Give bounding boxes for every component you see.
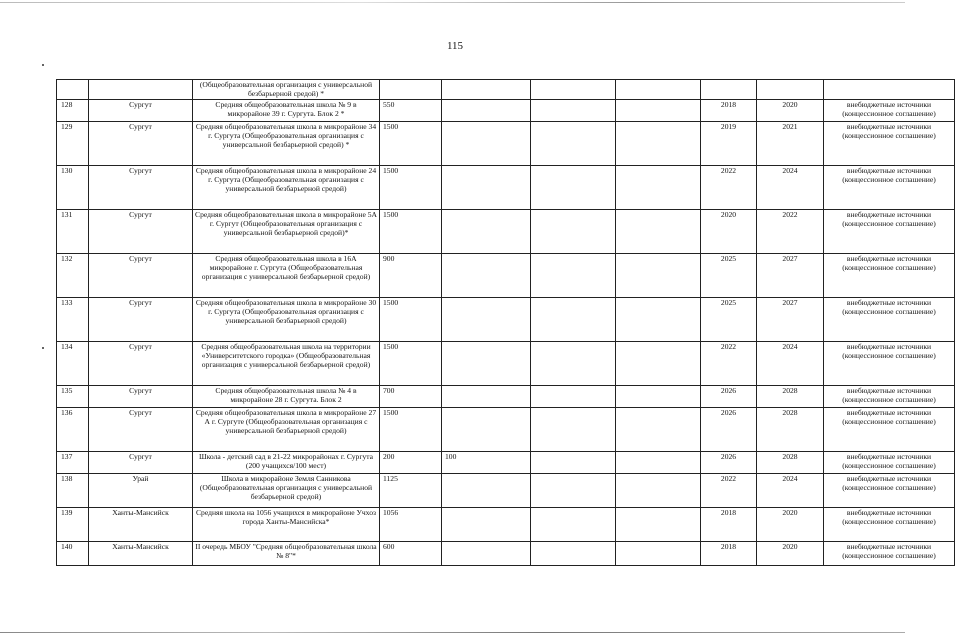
row-number: 129: [57, 122, 89, 166]
capacity-value: 1500: [380, 122, 442, 166]
funding-source: внебюджетные источники (концессионное соглашение): [824, 122, 955, 166]
school-name: Средняя общеобразовательная школа в 16А микрорайоне г. Сургута (Общеобразовательная организация с универсальной безбарьерной средой): [193, 254, 380, 298]
capacity-value: 900: [380, 254, 442, 298]
extra-capacity-value: [442, 122, 531, 166]
empty-cell: [531, 542, 616, 566]
empty-cell: [531, 342, 616, 386]
empty-cell: [531, 452, 616, 474]
row-number: 138: [57, 474, 89, 508]
page-number: 115: [446, 40, 464, 52]
end-year: 2024: [757, 166, 824, 210]
city-name: Ханты-Мансийск: [89, 508, 193, 542]
start-year: 2025: [701, 298, 757, 342]
extra-capacity-value: [442, 342, 531, 386]
capacity-value: 550: [380, 100, 442, 122]
school-name: Средняя общеобразовательная школа № 4 в микрорайоне 28 г. Сургута. Блок 2: [193, 386, 380, 408]
city-name: Сургут: [89, 298, 193, 342]
row-number: 128: [57, 100, 89, 122]
scan-edge-bottom: [0, 632, 905, 633]
empty-cell: [616, 542, 701, 566]
table-row: [57, 542, 955, 566]
city-name: Сургут: [89, 342, 193, 386]
row-number: 136: [57, 408, 89, 452]
scan-speck: [42, 347, 44, 349]
end-year: 2027: [757, 298, 824, 342]
scan-edge-top: [0, 2, 905, 3]
extra-capacity-value: 100: [442, 452, 531, 474]
start-year: 2019: [701, 122, 757, 166]
empty-cell: [616, 408, 701, 452]
empty-cell: [531, 408, 616, 452]
school-name: Средняя общеобразовательная школа в микрорайоне 27 А г. Сургуте (Общеобразовательная организация с универсальной безбарьерной средой): [193, 408, 380, 452]
funding-source: внебюджетные источники (концессионное соглашение): [824, 298, 955, 342]
funding-source: внебюджетные источники (концессионное соглашение): [824, 474, 955, 508]
extra-capacity-value: [442, 100, 531, 122]
school-name: II очередь МБОУ "Средняя общеобразовательная школа № 8"*: [193, 542, 380, 566]
start-year: 2018: [701, 542, 757, 566]
extra-capacity-value: [442, 298, 531, 342]
funding-source: внебюджетные источники (концессионное соглашение): [824, 342, 955, 386]
end-year: 2028: [757, 408, 824, 452]
empty-cell: [531, 298, 616, 342]
row-number: 131: [57, 210, 89, 254]
end-year: 2024: [757, 342, 824, 386]
end-year: 2024: [757, 474, 824, 508]
school-name: Средняя школа на 1056 учащихся в микрорайоне Учхоз города Ханты-Мансийска*: [193, 508, 380, 542]
start-year: 2022: [701, 166, 757, 210]
school-name: Средняя общеобразовательная школа на территории «Университетского городка» (Общеобразовательная организация с универсальной безбарьерной средой): [193, 342, 380, 386]
capacity-value: 600: [380, 542, 442, 566]
empty-cell: [616, 122, 701, 166]
city-name: Урай: [89, 474, 193, 508]
extra-capacity-value: [442, 166, 531, 210]
empty-cell: [616, 210, 701, 254]
city-name: Сургут: [89, 100, 193, 122]
empty-cell: [616, 100, 701, 122]
row-number: 135: [57, 386, 89, 408]
empty-cell: [531, 210, 616, 254]
empty-cell: [616, 298, 701, 342]
capacity-value: 1500: [380, 408, 442, 452]
table-row: [57, 210, 955, 254]
row-number: 139: [57, 508, 89, 542]
capacity-value: 1125: [380, 474, 442, 508]
empty-cell: [531, 508, 616, 542]
city-name: Сургут: [89, 408, 193, 452]
capacity-value: 1500: [380, 342, 442, 386]
end-year: 2028: [757, 386, 824, 408]
empty-cell: [616, 342, 701, 386]
start-year: 2022: [701, 342, 757, 386]
row-number: 134: [57, 342, 89, 386]
start-year: 2018: [701, 100, 757, 122]
funding-source: внебюджетные источники (концессионное соглашение): [824, 508, 955, 542]
start-year: 2020: [701, 210, 757, 254]
capacity-value: 200: [380, 452, 442, 474]
empty-cell: [531, 100, 616, 122]
school-name: Средняя общеобразовательная школа в микрорайоне 5А г. Сургут (Общеобразовательная организация с универсальной безбарьерной средой)*: [193, 210, 380, 254]
table-row: [57, 452, 955, 474]
empty-cell: [616, 452, 701, 474]
empty-cell: [616, 166, 701, 210]
table-row: [57, 508, 955, 542]
end-year: 2021: [757, 122, 824, 166]
end-year: 2020: [757, 542, 824, 566]
funding-source: внебюджетные источники (концессионное соглашение): [824, 386, 955, 408]
row-number: 137: [57, 452, 89, 474]
start-year: 2022: [701, 474, 757, 508]
end-year: 2028: [757, 452, 824, 474]
table-row: [57, 254, 955, 298]
table-row: [57, 122, 955, 166]
extra-capacity-value: [442, 508, 531, 542]
school-name: Средняя общеобразовательная школа № 9 в микрорайоне 39 г. Сургута. Блок 2 *: [193, 100, 380, 122]
school-name: Школа - детский сад в 21-22 микрорайонах г. Сургута (200 учащихся/100 мест): [193, 452, 380, 474]
table-row: [57, 386, 955, 408]
empty-cell: [531, 474, 616, 508]
city-name: Сургут: [89, 386, 193, 408]
start-year: 2026: [701, 386, 757, 408]
start-year: 2026: [701, 452, 757, 474]
end-year: 2020: [757, 508, 824, 542]
start-year: 2025: [701, 254, 757, 298]
start-year: 2026: [701, 408, 757, 452]
scan-speck: [42, 64, 44, 66]
schools-table: [56, 79, 955, 566]
funding-source: внебюджетные источники (концессионное соглашение): [824, 210, 955, 254]
school-name: Школа в микрорайоне Земля Санникова (Общеобразовательная организация с универсальной безбарьерной средой): [193, 474, 380, 508]
extra-capacity-value: [442, 210, 531, 254]
school-name: (Общеобразовательная организация с универсальной безбарьерной средой) *: [193, 80, 380, 100]
row-number: 140: [57, 542, 89, 566]
extra-capacity-value: [442, 254, 531, 298]
empty-cell: [531, 386, 616, 408]
end-year: 2022: [757, 210, 824, 254]
empty-cell: [531, 122, 616, 166]
funding-source: внебюджетные источники (концессионное соглашение): [824, 452, 955, 474]
table-row: [57, 474, 955, 508]
city-name: Сургут: [89, 122, 193, 166]
extra-capacity-value: [442, 408, 531, 452]
capacity-value: 1500: [380, 210, 442, 254]
extra-capacity-value: [442, 386, 531, 408]
empty-cell: [616, 386, 701, 408]
city-name: Сургут: [89, 254, 193, 298]
school-name: Средняя общеобразовательная школа в микрорайоне 34 г. Сургута (Общеобразовательная организация с универсальной безбарьерной средой) *: [193, 122, 380, 166]
city-name: Сургут: [89, 210, 193, 254]
city-name: Сургут: [89, 452, 193, 474]
start-year: 2018: [701, 508, 757, 542]
table-row: [57, 408, 955, 452]
funding-source: внебюджетные источники (концессионное соглашение): [824, 542, 955, 566]
capacity-value: 1056: [380, 508, 442, 542]
table-row: [57, 100, 955, 122]
capacity-value: 1500: [380, 298, 442, 342]
table-row: [57, 166, 955, 210]
capacity-value: 700: [380, 386, 442, 408]
city-name: Сургут: [89, 166, 193, 210]
row-number: 133: [57, 298, 89, 342]
empty-cell: [616, 508, 701, 542]
funding-source: внебюджетные источники (концессионное соглашение): [824, 254, 955, 298]
row-number: 130: [57, 166, 89, 210]
table-row-continuation: [57, 80, 955, 100]
empty-cell: [616, 474, 701, 508]
school-name: Средняя общеобразовательная школа в микрорайоне 24 г. Сургута (Общеобразовательная организация с универсальной безбарьерной средой): [193, 166, 380, 210]
city-name: Ханты-Мансийск: [89, 542, 193, 566]
school-name: Средняя общеобразовательная школа в микрорайоне 30 г. Сургута (Общеобразовательная организация с универсальной безбарьерной средой): [193, 298, 380, 342]
capacity-value: 1500: [380, 166, 442, 210]
extra-capacity-value: [442, 474, 531, 508]
funding-source: внебюджетные источники (концессионное соглашение): [824, 166, 955, 210]
row-number: 132: [57, 254, 89, 298]
empty-cell: [531, 254, 616, 298]
empty-cell: [531, 166, 616, 210]
table-row: [57, 298, 955, 342]
empty-cell: [616, 254, 701, 298]
table-row: [57, 342, 955, 386]
end-year: 2027: [757, 254, 824, 298]
end-year: 2020: [757, 100, 824, 122]
funding-source: внебюджетные источники (концессионное соглашение): [824, 100, 955, 122]
extra-capacity-value: [442, 542, 531, 566]
funding-source: внебюджетные источники (концессионное соглашение): [824, 408, 955, 452]
